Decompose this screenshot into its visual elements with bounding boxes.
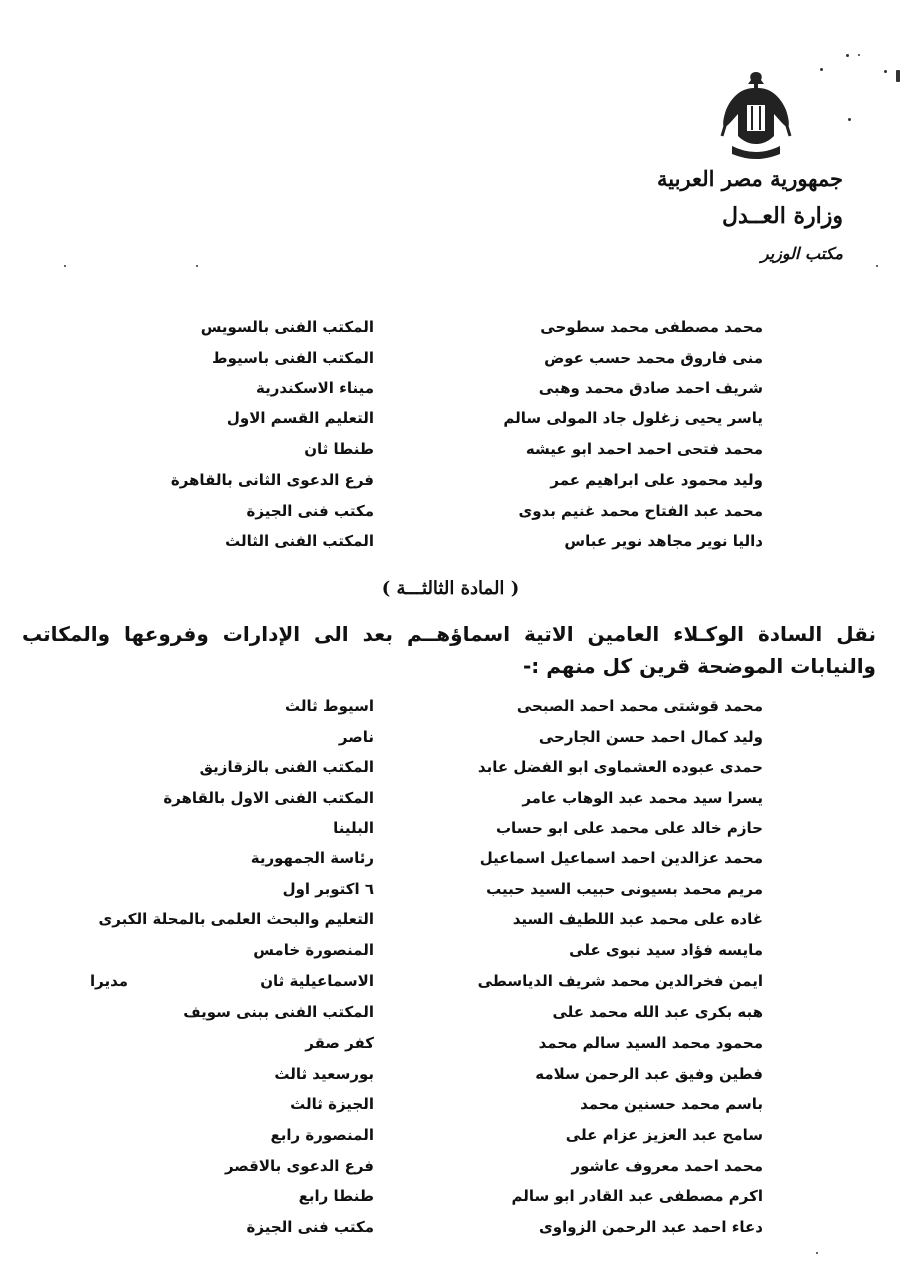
role-note: مديرا (90, 972, 129, 990)
list-one-row (0, 440, 901, 470)
official-name: محمد عزالدين احمد اسماعيل اسماعيل (479, 849, 763, 867)
destination: كفر صقر (305, 1034, 374, 1052)
list-two-row (0, 1157, 901, 1187)
destination: رئاسة الجمهورية (250, 849, 374, 867)
destination: الاسماعيلية ثان (260, 972, 374, 990)
official-name: يسرا سيد محمد عبد الوهاب عامر (522, 789, 763, 807)
list-two-row (0, 1034, 901, 1064)
list-two-row (0, 758, 901, 788)
official-name: داليا نوير مجاهد نوير عباس (564, 532, 763, 550)
destination: فرع الدعوى بالاقصر (224, 1157, 374, 1175)
ministry-heading: وزارة العــدل (721, 203, 843, 229)
official-name: ايمن فخرالدين محمد شريف الدياسطى (477, 972, 763, 990)
article-title: ( المادة الثالثـــة ) (381, 578, 520, 599)
scan-speck (896, 70, 900, 82)
list-one-row (0, 409, 901, 439)
destination: فرع الدعوى الثانى بالقاهرة (170, 471, 374, 489)
official-name: غاده على محمد عبد اللطيف السيد (512, 910, 763, 928)
destination: المنصورة رابع (270, 1126, 374, 1144)
scan-speck (820, 68, 823, 71)
destination: مكتب فنى الجيزة (246, 502, 374, 520)
destination: التعليم والبحث العلمى بالمحلة الكبرى (98, 910, 374, 928)
official-name: حمدى عبوده العشماوى ابو الفضل عابد (477, 758, 763, 776)
official-name: ياسر يحيى زغلول جاد المولى سالم (503, 409, 763, 427)
list-two-row (0, 849, 901, 879)
country-heading: جمهورية مصر العربية (657, 166, 843, 191)
list-two-row (0, 972, 901, 1002)
official-name: وليد كمال احمد حسن الجارحى (538, 728, 763, 746)
list-two-row (0, 1126, 901, 1156)
list-two-row (0, 941, 901, 971)
destination: ٦ اكتوبر اول (282, 880, 374, 898)
scan-speck (848, 118, 851, 121)
destination: طنطا ثان (304, 440, 374, 458)
official-name: وليد محمود على ابراهيم عمر (550, 471, 763, 489)
destination: بورسعيد ثالث (274, 1065, 374, 1083)
destination: المنصورة خامس (253, 941, 374, 959)
list-two-row (0, 910, 901, 940)
list-two-row (0, 880, 901, 910)
official-name: منى فاروق محمد حسب عوض (544, 349, 763, 367)
list-two-row (0, 1003, 901, 1033)
list-one-row (0, 349, 901, 379)
destination: المكتب الفنى ببنى سويف (183, 1003, 374, 1021)
intro-paragraph: نقل السادة الوكـلاء العامين الاتية اسماؤهــم بعد الى الإدارات وفروعها والمكاتب والنيابات الموضحة قرين كل منهم :- (22, 622, 876, 678)
list-one-row (0, 502, 901, 532)
list-one-row (0, 318, 901, 348)
official-name: مايسه فؤاد سيد نبوى على (569, 941, 763, 959)
destination: طنطا رابع (298, 1187, 374, 1205)
official-name: محمد عبد الفتاح محمد غنيم بدوى (518, 502, 763, 520)
destination: المكتب الفنى باسيوط (212, 349, 374, 367)
list-one-row (0, 379, 901, 409)
scan-speck (816, 1252, 818, 1254)
destination: ناصر (338, 728, 374, 746)
official-name: محمد فتحى احمد احمد ابو عيشه (525, 440, 763, 458)
destination: المكتب الفنى بالزقازيق (199, 758, 374, 776)
official-name: فطين وفيق عبد الرحمن سلامه (535, 1065, 763, 1083)
eagle-emblem-icon (718, 66, 794, 164)
list-two-row (0, 819, 901, 849)
scan-speck (846, 54, 849, 57)
destination: المكتب الفنى الاول بالقاهرة (163, 789, 374, 807)
list-two-row (0, 1095, 901, 1125)
official-name: مريم محمد بسيونى حبيب السيد حبيب (486, 880, 763, 898)
destination: التعليم القسم الاول (226, 409, 374, 427)
official-name: محمود محمد السيد سالم محمد (538, 1034, 763, 1052)
list-two-row (0, 1218, 901, 1248)
list-two-row (0, 728, 901, 758)
list-two-row (0, 697, 901, 727)
destination: مكتب فنى الجيزة (246, 1218, 374, 1236)
destination: المكتب الفنى الثالث (225, 532, 374, 550)
official-name: محمد مصطفى محمد سطوحى (540, 318, 763, 336)
list-one-row (0, 532, 901, 562)
destination: المكتب الفنى بالسويس (200, 318, 374, 336)
official-name: حازم خالد على محمد على ابو حساب (495, 819, 763, 837)
list-two-row (0, 1187, 901, 1217)
office-heading: مكتب الوزير (760, 244, 843, 263)
official-name: دعاء احمد عبد الرحمن الزواوى (539, 1218, 763, 1236)
destination: الجيزة ثالث (290, 1095, 374, 1113)
scan-speck (196, 265, 198, 267)
scan-speck (858, 54, 860, 56)
official-name: شريف احمد صادق محمد وهبى (538, 379, 763, 397)
scan-speck (876, 265, 878, 267)
destination: البلينا (333, 819, 374, 837)
scan-speck (64, 265, 66, 267)
scan-speck (884, 70, 887, 73)
destination: اسيوط ثالث (285, 697, 374, 715)
official-name: باسم محمد حسنين محمد (580, 1095, 763, 1113)
official-name: محمد احمد معروف عاشور (571, 1157, 763, 1175)
list-one-row (0, 471, 901, 501)
official-name: سامح عبد العزيز عزام على (565, 1126, 763, 1144)
official-name: هبه بكرى عبد الله محمد على (552, 1003, 763, 1021)
list-two-row (0, 789, 901, 819)
destination: ميناء الاسكندرية (256, 379, 374, 397)
official-name: محمد قوشتى محمد احمد الصبحى (516, 697, 763, 715)
official-name: اكرم مصطفى عبد القادر ابو سالم (511, 1187, 763, 1205)
list-two-row (0, 1065, 901, 1095)
